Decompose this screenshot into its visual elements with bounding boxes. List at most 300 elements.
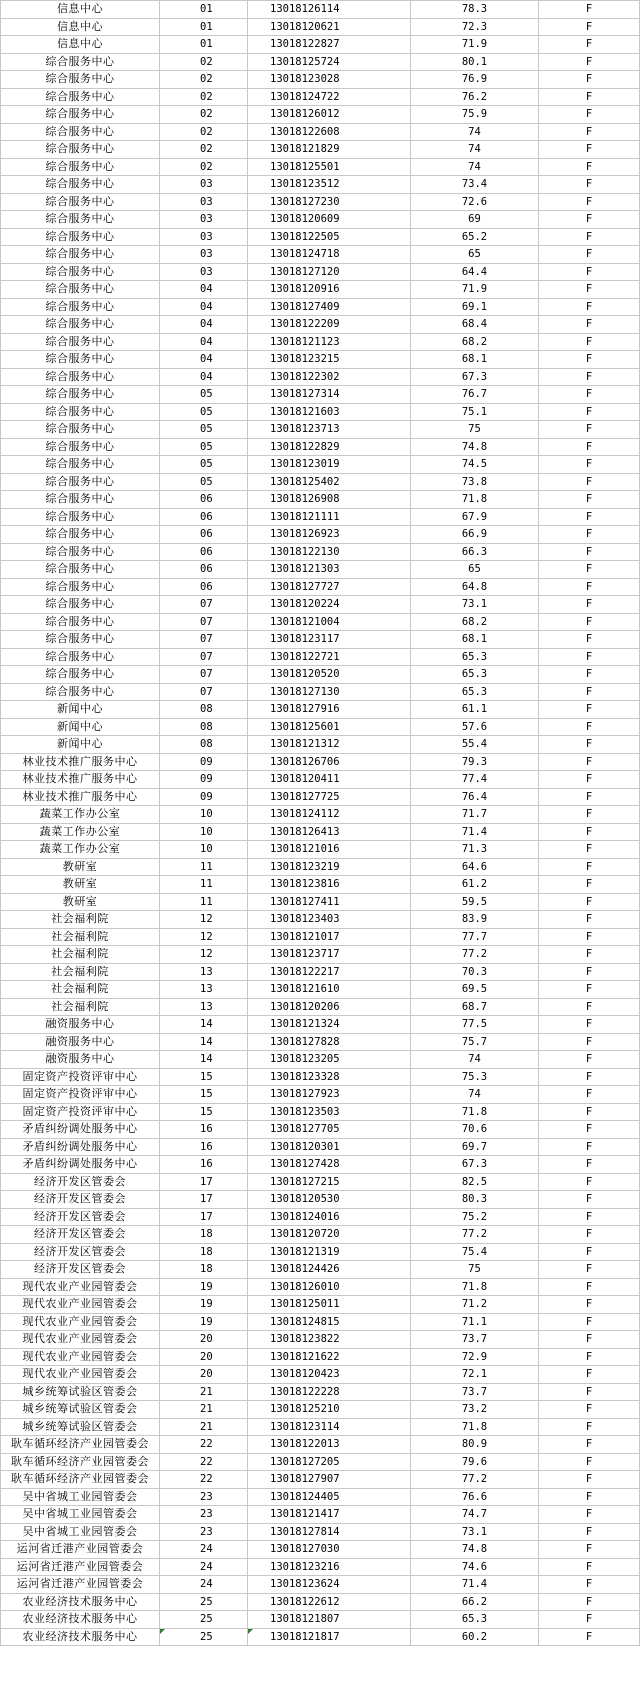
result-cell[interactable]: F — [539, 1576, 640, 1594]
ticket-number-cell[interactable]: 13018121603 — [248, 403, 411, 421]
group-cell[interactable]: 12 — [160, 911, 248, 929]
group-cell[interactable]: 05 — [160, 386, 248, 404]
score-cell[interactable]: 72.9 — [411, 1348, 539, 1366]
department-cell[interactable]: 经济开发区管委会 — [1, 1226, 160, 1244]
department-cell[interactable]: 运河省迁港产业园管委会 — [1, 1576, 160, 1594]
result-cell[interactable]: F — [539, 1313, 640, 1331]
department-cell[interactable]: 综合服务中心 — [1, 473, 160, 491]
result-cell[interactable]: F — [539, 508, 640, 526]
ticket-number-cell[interactable]: 13018121111 — [248, 508, 411, 526]
ticket-number-cell[interactable]: 13018122217 — [248, 963, 411, 981]
ticket-number-cell[interactable]: 13018121004 — [248, 613, 411, 631]
result-cell[interactable]: F — [539, 1331, 640, 1349]
score-cell[interactable]: 83.9 — [411, 911, 539, 929]
group-cell[interactable]: 04 — [160, 281, 248, 299]
result-cell[interactable]: F — [539, 53, 640, 71]
department-cell[interactable]: 经济开发区管委会 — [1, 1191, 160, 1209]
ticket-number-cell[interactable]: 13018120720 — [248, 1226, 411, 1244]
department-cell[interactable]: 蔬菜工作办公室 — [1, 841, 160, 859]
result-cell[interactable]: F — [539, 438, 640, 456]
score-cell[interactable]: 80.1 — [411, 53, 539, 71]
result-cell[interactable]: F — [539, 806, 640, 824]
ticket-number-cell[interactable]: 13018120609 — [248, 211, 411, 229]
score-cell[interactable]: 66.9 — [411, 526, 539, 544]
score-cell[interactable]: 71.8 — [411, 1278, 539, 1296]
department-cell[interactable]: 矛盾纠纷调处服务中心 — [1, 1156, 160, 1174]
score-cell[interactable]: 75.9 — [411, 106, 539, 124]
result-cell[interactable]: F — [539, 1033, 640, 1051]
group-cell[interactable]: 20 — [160, 1348, 248, 1366]
group-cell[interactable]: 19 — [160, 1313, 248, 1331]
group-cell[interactable]: 21 — [160, 1418, 248, 1436]
department-cell[interactable]: 综合服务中心 — [1, 456, 160, 474]
result-cell[interactable]: F — [539, 578, 640, 596]
department-cell[interactable]: 教研室 — [1, 893, 160, 911]
result-cell[interactable]: F — [539, 88, 640, 106]
score-cell[interactable]: 77.2 — [411, 1226, 539, 1244]
group-cell[interactable]: 06 — [160, 526, 248, 544]
result-cell[interactable]: F — [539, 1523, 640, 1541]
result-cell[interactable]: F — [539, 1103, 640, 1121]
group-cell[interactable]: 14 — [160, 1033, 248, 1051]
result-cell[interactable]: F — [539, 701, 640, 719]
result-cell[interactable]: F — [539, 18, 640, 36]
group-cell[interactable]: 16 — [160, 1121, 248, 1139]
group-cell[interactable]: 02 — [160, 53, 248, 71]
group-cell[interactable]: 18 — [160, 1243, 248, 1261]
result-cell[interactable]: F — [539, 1226, 640, 1244]
group-cell[interactable]: 07 — [160, 666, 248, 684]
ticket-number-cell[interactable]: 13018127411 — [248, 893, 411, 911]
score-cell[interactable]: 64.8 — [411, 578, 539, 596]
department-cell[interactable]: 综合服务中心 — [1, 281, 160, 299]
score-cell[interactable]: 69.5 — [411, 981, 539, 999]
department-cell[interactable]: 社会福利院 — [1, 946, 160, 964]
ticket-number-cell[interactable]: 13018127409 — [248, 298, 411, 316]
department-cell[interactable]: 融资服务中心 — [1, 1051, 160, 1069]
score-cell[interactable]: 75 — [411, 421, 539, 439]
group-cell[interactable]: 22 — [160, 1453, 248, 1471]
ticket-number-cell[interactable]: 13018122302 — [248, 368, 411, 386]
department-cell[interactable]: 综合服务中心 — [1, 176, 160, 194]
ticket-number-cell[interactable]: 13018122612 — [248, 1593, 411, 1611]
department-cell[interactable]: 耿车循环经济产业园管委会 — [1, 1471, 160, 1489]
result-cell[interactable]: F — [539, 263, 640, 281]
score-cell[interactable]: 75.4 — [411, 1243, 539, 1261]
group-cell[interactable]: 23 — [160, 1488, 248, 1506]
department-cell[interactable]: 城乡统筹试验区管委会 — [1, 1418, 160, 1436]
group-cell[interactable]: 25 — [160, 1611, 248, 1629]
group-cell[interactable]: 25 — [160, 1593, 248, 1611]
ticket-number-cell[interactable]: 13018124112 — [248, 806, 411, 824]
group-cell[interactable]: 12 — [160, 946, 248, 964]
score-cell[interactable]: 74 — [411, 158, 539, 176]
department-cell[interactable]: 综合服务中心 — [1, 578, 160, 596]
department-cell[interactable]: 农业经济技术服务中心 — [1, 1628, 160, 1646]
department-cell[interactable]: 运河省迁港产业园管委会 — [1, 1541, 160, 1559]
score-cell[interactable]: 75.3 — [411, 1068, 539, 1086]
score-cell[interactable]: 77.4 — [411, 771, 539, 789]
score-cell[interactable]: 68.1 — [411, 631, 539, 649]
group-cell[interactable]: 23 — [160, 1506, 248, 1524]
group-cell[interactable]: 06 — [160, 543, 248, 561]
ticket-number-cell[interactable]: 13018122721 — [248, 648, 411, 666]
score-cell[interactable]: 65.3 — [411, 683, 539, 701]
ticket-number-cell[interactable]: 13018120423 — [248, 1366, 411, 1384]
score-cell[interactable]: 79.3 — [411, 753, 539, 771]
score-cell[interactable]: 71.4 — [411, 1576, 539, 1594]
group-cell[interactable]: 15 — [160, 1086, 248, 1104]
score-cell[interactable]: 73.2 — [411, 1401, 539, 1419]
result-cell[interactable]: F — [539, 1593, 640, 1611]
ticket-number-cell[interactable]: 13018125501 — [248, 158, 411, 176]
group-cell[interactable]: 01 — [160, 1, 248, 19]
result-cell[interactable]: F — [539, 1506, 640, 1524]
department-cell[interactable]: 综合服务中心 — [1, 141, 160, 159]
group-cell[interactable]: 18 — [160, 1261, 248, 1279]
group-cell[interactable]: 05 — [160, 403, 248, 421]
group-cell[interactable]: 14 — [160, 1051, 248, 1069]
ticket-number-cell[interactable]: 13018127828 — [248, 1033, 411, 1051]
ticket-number-cell[interactable]: 13018124815 — [248, 1313, 411, 1331]
result-cell[interactable]: F — [539, 1471, 640, 1489]
ticket-number-cell[interactable]: 13018127215 — [248, 1173, 411, 1191]
group-cell[interactable]: 15 — [160, 1068, 248, 1086]
department-cell[interactable]: 城乡统筹试验区管委会 — [1, 1383, 160, 1401]
result-cell[interactable]: F — [539, 141, 640, 159]
group-cell[interactable]: 01 — [160, 18, 248, 36]
department-cell[interactable]: 综合服务中心 — [1, 316, 160, 334]
ticket-number-cell[interactable]: 13018127725 — [248, 788, 411, 806]
department-cell[interactable]: 矛盾纠纷调处服务中心 — [1, 1121, 160, 1139]
result-cell[interactable]: F — [539, 71, 640, 89]
department-cell[interactable]: 综合服务中心 — [1, 53, 160, 71]
score-cell[interactable]: 69.7 — [411, 1138, 539, 1156]
department-cell[interactable]: 信息中心 — [1, 1, 160, 19]
score-cell[interactable]: 59.5 — [411, 893, 539, 911]
score-cell[interactable]: 79.6 — [411, 1453, 539, 1471]
result-cell[interactable]: F — [539, 211, 640, 229]
score-cell[interactable]: 71.8 — [411, 1418, 539, 1436]
group-cell[interactable]: 02 — [160, 158, 248, 176]
group-cell[interactable]: 24 — [160, 1576, 248, 1594]
ticket-number-cell[interactable]: 13018121817 — [248, 1628, 411, 1646]
result-cell[interactable]: F — [539, 1436, 640, 1454]
ticket-number-cell[interactable]: 13018121829 — [248, 141, 411, 159]
department-cell[interactable]: 固定资产投资评审中心 — [1, 1086, 160, 1104]
ticket-number-cell[interactable]: 13018127923 — [248, 1086, 411, 1104]
result-cell[interactable]: F — [539, 1541, 640, 1559]
group-cell[interactable]: 10 — [160, 841, 248, 859]
result-cell[interactable]: F — [539, 788, 640, 806]
ticket-number-cell[interactable]: 13018127030 — [248, 1541, 411, 1559]
ticket-number-cell[interactable]: 13018126923 — [248, 526, 411, 544]
group-cell[interactable]: 24 — [160, 1541, 248, 1559]
score-cell[interactable]: 73.1 — [411, 596, 539, 614]
group-cell[interactable]: 13 — [160, 981, 248, 999]
department-cell[interactable]: 社会福利院 — [1, 928, 160, 946]
ticket-number-cell[interactable]: 13018123114 — [248, 1418, 411, 1436]
ticket-number-cell[interactable]: 13018122505 — [248, 228, 411, 246]
group-cell[interactable]: 08 — [160, 718, 248, 736]
ticket-number-cell[interactable]: 13018123028 — [248, 71, 411, 89]
ticket-number-cell[interactable]: 13018124722 — [248, 88, 411, 106]
department-cell[interactable]: 综合服务中心 — [1, 246, 160, 264]
score-cell[interactable]: 60.2 — [411, 1628, 539, 1646]
score-cell[interactable]: 78.3 — [411, 1, 539, 19]
group-cell[interactable]: 07 — [160, 613, 248, 631]
ticket-number-cell[interactable]: 13018126010 — [248, 1278, 411, 1296]
score-cell[interactable]: 74.7 — [411, 1506, 539, 1524]
department-cell[interactable]: 信息中心 — [1, 36, 160, 54]
score-cell[interactable]: 65 — [411, 561, 539, 579]
group-cell[interactable]: 01 — [160, 36, 248, 54]
ticket-number-cell[interactable]: 13018122608 — [248, 123, 411, 141]
ticket-number-cell[interactable]: 13018120916 — [248, 281, 411, 299]
group-cell[interactable]: 02 — [160, 141, 248, 159]
department-cell[interactable]: 综合服务中心 — [1, 491, 160, 509]
result-cell[interactable]: F — [539, 351, 640, 369]
result-cell[interactable]: F — [539, 613, 640, 631]
ticket-number-cell[interactable]: 13018127120 — [248, 263, 411, 281]
result-cell[interactable]: F — [539, 158, 640, 176]
result-cell[interactable]: F — [539, 1191, 640, 1209]
group-cell[interactable]: 22 — [160, 1471, 248, 1489]
group-cell[interactable]: 03 — [160, 211, 248, 229]
department-cell[interactable]: 吴中省城工业园管委会 — [1, 1488, 160, 1506]
ticket-number-cell[interactable]: 13018123403 — [248, 911, 411, 929]
result-cell[interactable]: F — [539, 333, 640, 351]
ticket-number-cell[interactable]: 13018125724 — [248, 53, 411, 71]
score-cell[interactable]: 71.2 — [411, 1296, 539, 1314]
result-cell[interactable]: F — [539, 596, 640, 614]
group-cell[interactable]: 11 — [160, 876, 248, 894]
result-cell[interactable]: F — [539, 981, 640, 999]
result-cell[interactable]: F — [539, 893, 640, 911]
ticket-number-cell[interactable]: 13018125402 — [248, 473, 411, 491]
ticket-number-cell[interactable]: 13018126012 — [248, 106, 411, 124]
group-cell[interactable]: 17 — [160, 1173, 248, 1191]
group-cell[interactable]: 04 — [160, 351, 248, 369]
department-cell[interactable]: 综合服务中心 — [1, 71, 160, 89]
score-cell[interactable]: 76.7 — [411, 386, 539, 404]
score-cell[interactable]: 75 — [411, 1261, 539, 1279]
ticket-number-cell[interactable]: 13018121303 — [248, 561, 411, 579]
department-cell[interactable]: 综合服务中心 — [1, 666, 160, 684]
ticket-number-cell[interactable]: 13018121319 — [248, 1243, 411, 1261]
ticket-number-cell[interactable]: 13018120206 — [248, 998, 411, 1016]
group-cell[interactable]: 10 — [160, 823, 248, 841]
result-cell[interactable]: F — [539, 1051, 640, 1069]
group-cell[interactable]: 03 — [160, 193, 248, 211]
score-cell[interactable]: 75.7 — [411, 1033, 539, 1051]
group-cell[interactable]: 12 — [160, 928, 248, 946]
ticket-number-cell[interactable]: 13018125210 — [248, 1401, 411, 1419]
score-cell[interactable]: 71.3 — [411, 841, 539, 859]
result-cell[interactable]: F — [539, 963, 640, 981]
group-cell[interactable]: 16 — [160, 1138, 248, 1156]
group-cell[interactable]: 13 — [160, 963, 248, 981]
score-cell[interactable]: 74.6 — [411, 1558, 539, 1576]
department-cell[interactable]: 固定资产投资评审中心 — [1, 1068, 160, 1086]
ticket-number-cell[interactable]: 13018124426 — [248, 1261, 411, 1279]
department-cell[interactable]: 农业经济技术服务中心 — [1, 1593, 160, 1611]
group-cell[interactable]: 09 — [160, 788, 248, 806]
department-cell[interactable]: 蔬菜工作办公室 — [1, 806, 160, 824]
ticket-number-cell[interactable]: 13018124718 — [248, 246, 411, 264]
ticket-number-cell[interactable]: 13018123205 — [248, 1051, 411, 1069]
group-cell[interactable]: 04 — [160, 316, 248, 334]
group-cell[interactable]: 07 — [160, 631, 248, 649]
ticket-number-cell[interactable]: 13018121312 — [248, 736, 411, 754]
result-cell[interactable]: F — [539, 753, 640, 771]
ticket-number-cell[interactable]: 13018123713 — [248, 421, 411, 439]
ticket-number-cell[interactable]: 13018124405 — [248, 1488, 411, 1506]
result-cell[interactable]: F — [539, 683, 640, 701]
department-cell[interactable]: 社会福利院 — [1, 998, 160, 1016]
score-cell[interactable]: 67.3 — [411, 1156, 539, 1174]
department-cell[interactable]: 综合服务中心 — [1, 351, 160, 369]
group-cell[interactable]: 21 — [160, 1401, 248, 1419]
ticket-number-cell[interactable]: 13018123219 — [248, 858, 411, 876]
group-cell[interactable]: 02 — [160, 123, 248, 141]
score-cell[interactable]: 68.4 — [411, 316, 539, 334]
department-cell[interactable]: 耿车循环经济产业园管委会 — [1, 1453, 160, 1471]
ticket-number-cell[interactable]: 13018122209 — [248, 316, 411, 334]
score-cell[interactable]: 69.1 — [411, 298, 539, 316]
result-cell[interactable]: F — [539, 1558, 640, 1576]
group-cell[interactable]: 08 — [160, 736, 248, 754]
result-cell[interactable]: F — [539, 281, 640, 299]
ticket-number-cell[interactable]: 13018123717 — [248, 946, 411, 964]
group-cell[interactable]: 14 — [160, 1016, 248, 1034]
department-cell[interactable]: 综合服务中心 — [1, 648, 160, 666]
score-cell[interactable]: 68.2 — [411, 333, 539, 351]
result-cell[interactable]: F — [539, 1418, 640, 1436]
group-cell[interactable]: 04 — [160, 368, 248, 386]
result-cell[interactable]: F — [539, 456, 640, 474]
department-cell[interactable]: 社会福利院 — [1, 981, 160, 999]
department-cell[interactable]: 农业经济技术服务中心 — [1, 1611, 160, 1629]
score-cell[interactable]: 74.8 — [411, 1541, 539, 1559]
score-cell[interactable]: 65 — [411, 246, 539, 264]
result-cell[interactable]: F — [539, 1016, 640, 1034]
result-cell[interactable]: F — [539, 526, 640, 544]
ticket-number-cell[interactable]: 13018127314 — [248, 386, 411, 404]
ticket-number-cell[interactable]: 13018121807 — [248, 1611, 411, 1629]
score-cell[interactable]: 80.3 — [411, 1191, 539, 1209]
result-cell[interactable]: F — [539, 386, 640, 404]
result-cell[interactable]: F — [539, 998, 640, 1016]
department-cell[interactable]: 信息中心 — [1, 18, 160, 36]
score-cell[interactable]: 71.1 — [411, 1313, 539, 1331]
score-cell[interactable]: 69 — [411, 211, 539, 229]
department-cell[interactable]: 综合服务中心 — [1, 386, 160, 404]
department-cell[interactable]: 林业技术推广服务中心 — [1, 753, 160, 771]
score-cell[interactable]: 70.3 — [411, 963, 539, 981]
score-cell[interactable]: 72.3 — [411, 18, 539, 36]
ticket-number-cell[interactable]: 13018127916 — [248, 701, 411, 719]
score-cell[interactable]: 76.2 — [411, 88, 539, 106]
group-cell[interactable]: 03 — [160, 176, 248, 194]
group-cell[interactable]: 02 — [160, 106, 248, 124]
department-cell[interactable]: 吴中省城工业园管委会 — [1, 1506, 160, 1524]
group-cell[interactable]: 03 — [160, 263, 248, 281]
result-cell[interactable]: F — [539, 246, 640, 264]
result-cell[interactable]: F — [539, 666, 640, 684]
group-cell[interactable]: 20 — [160, 1366, 248, 1384]
result-cell[interactable]: F — [539, 718, 640, 736]
score-cell[interactable]: 71.8 — [411, 1103, 539, 1121]
score-cell[interactable]: 67.3 — [411, 368, 539, 386]
ticket-number-cell[interactable]: 13018126908 — [248, 491, 411, 509]
department-cell[interactable]: 综合服务中心 — [1, 368, 160, 386]
result-cell[interactable]: F — [539, 193, 640, 211]
score-cell[interactable]: 61.2 — [411, 876, 539, 894]
department-cell[interactable]: 综合服务中心 — [1, 193, 160, 211]
group-cell[interactable]: 06 — [160, 561, 248, 579]
department-cell[interactable]: 综合服务中心 — [1, 421, 160, 439]
result-cell[interactable]: F — [539, 543, 640, 561]
result-cell[interactable]: F — [539, 1068, 640, 1086]
result-cell[interactable]: F — [539, 928, 640, 946]
result-cell[interactable]: F — [539, 1173, 640, 1191]
department-cell[interactable]: 综合服务中心 — [1, 228, 160, 246]
result-cell[interactable]: F — [539, 1138, 640, 1156]
result-cell[interactable]: F — [539, 648, 640, 666]
result-cell[interactable]: F — [539, 1453, 640, 1471]
department-cell[interactable]: 综合服务中心 — [1, 543, 160, 561]
ticket-number-cell[interactable]: 13018121324 — [248, 1016, 411, 1034]
result-cell[interactable]: F — [539, 911, 640, 929]
group-cell[interactable]: 05 — [160, 438, 248, 456]
result-cell[interactable]: F — [539, 876, 640, 894]
result-cell[interactable]: F — [539, 1086, 640, 1104]
group-cell[interactable]: 09 — [160, 771, 248, 789]
group-cell[interactable]: 19 — [160, 1296, 248, 1314]
result-cell[interactable]: F — [539, 491, 640, 509]
department-cell[interactable]: 综合服务中心 — [1, 613, 160, 631]
group-cell[interactable]: 05 — [160, 456, 248, 474]
score-cell[interactable]: 71.9 — [411, 36, 539, 54]
ticket-number-cell[interactable]: 13018127205 — [248, 1453, 411, 1471]
score-cell[interactable]: 68.2 — [411, 613, 539, 631]
ticket-number-cell[interactable]: 13018120520 — [248, 666, 411, 684]
group-cell[interactable]: 08 — [160, 701, 248, 719]
ticket-number-cell[interactable]: 13018123624 — [248, 1576, 411, 1594]
department-cell[interactable]: 经济开发区管委会 — [1, 1261, 160, 1279]
score-cell[interactable]: 74.8 — [411, 438, 539, 456]
department-cell[interactable]: 综合服务中心 — [1, 403, 160, 421]
ticket-number-cell[interactable]: 13018121610 — [248, 981, 411, 999]
ticket-number-cell[interactable]: 13018125601 — [248, 718, 411, 736]
result-cell[interactable]: F — [539, 421, 640, 439]
result-cell[interactable]: F — [539, 1243, 640, 1261]
department-cell[interactable]: 固定资产投资评审中心 — [1, 1103, 160, 1121]
group-cell[interactable]: 24 — [160, 1558, 248, 1576]
result-cell[interactable]: F — [539, 946, 640, 964]
ticket-number-cell[interactable]: 13018121016 — [248, 841, 411, 859]
score-cell[interactable]: 73.4 — [411, 176, 539, 194]
department-cell[interactable]: 综合服务中心 — [1, 88, 160, 106]
ticket-number-cell[interactable]: 13018122130 — [248, 543, 411, 561]
group-cell[interactable]: 07 — [160, 648, 248, 666]
department-cell[interactable]: 耿车循环经济产业园管委会 — [1, 1436, 160, 1454]
department-cell[interactable]: 综合服务中心 — [1, 263, 160, 281]
department-cell[interactable]: 社会福利院 — [1, 963, 160, 981]
department-cell[interactable]: 矛盾纠纷调处服务中心 — [1, 1138, 160, 1156]
department-cell[interactable]: 综合服务中心 — [1, 438, 160, 456]
